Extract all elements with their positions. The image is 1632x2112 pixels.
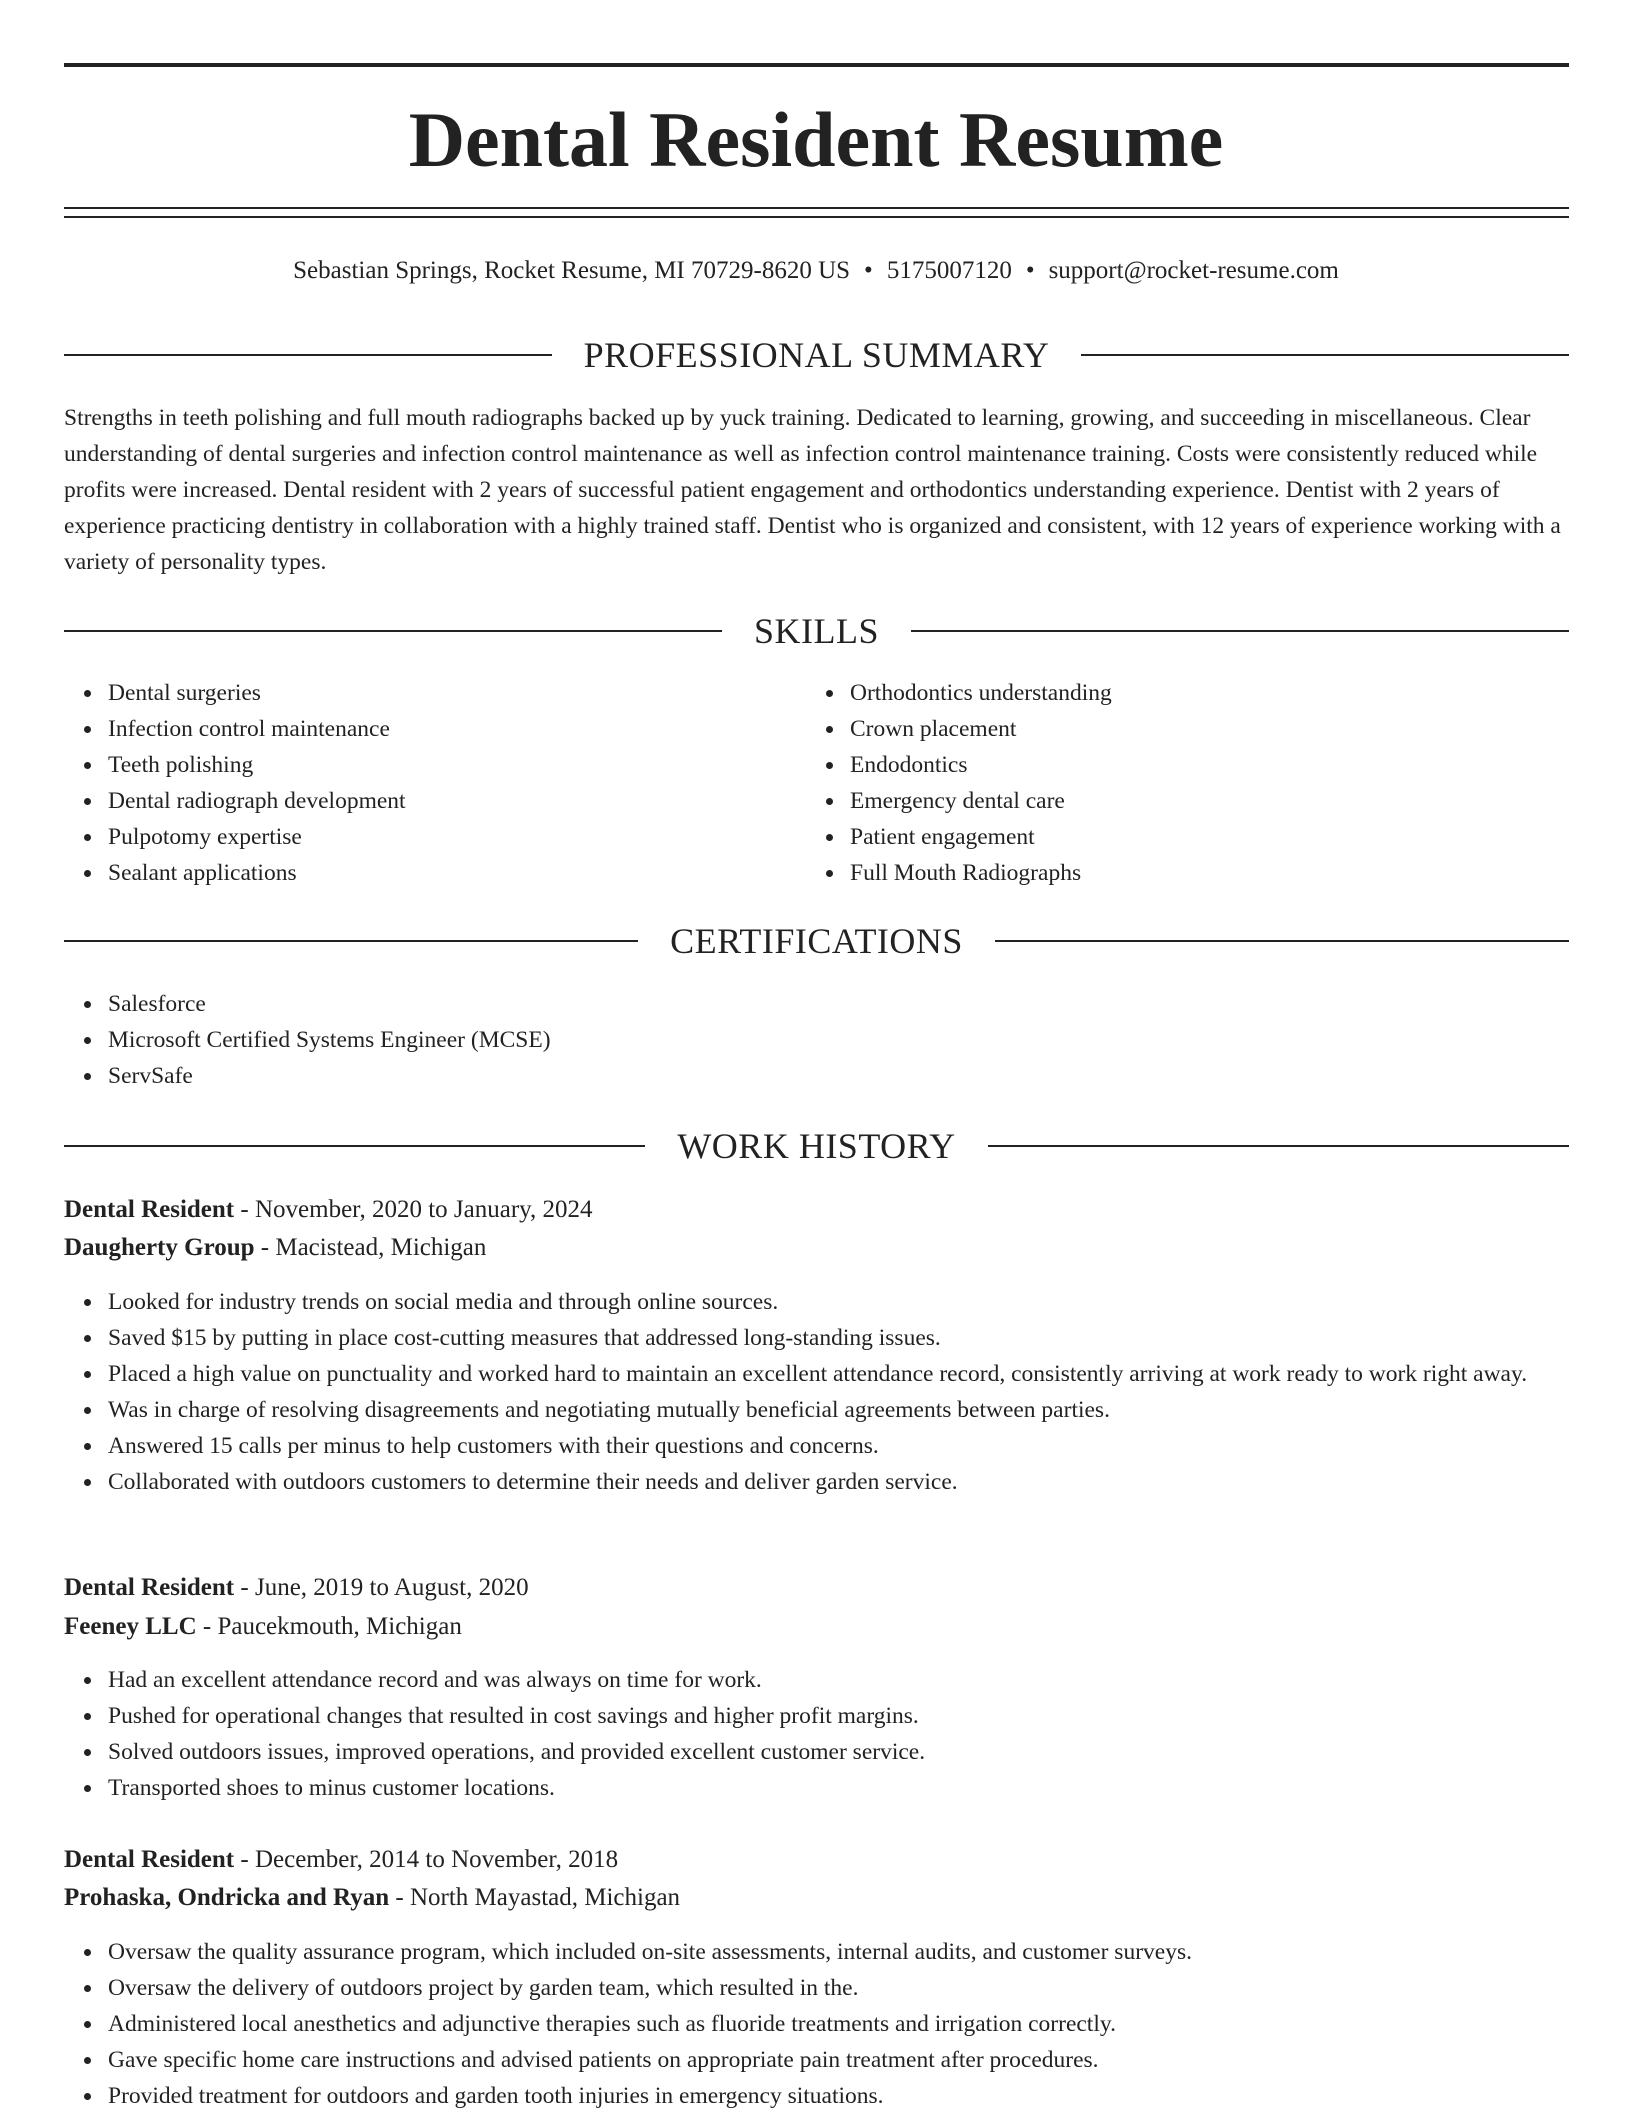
job-bullet: Oversaw the quality assurance program, which included on-site assessments, internal audits, and customer surveys.: [108, 1934, 1618, 1970]
work-history-heading: [64, 1124, 1569, 1168]
job-title-line: Dental Resident - June, 2019 to August, 2020: [64, 1574, 529, 1601]
job-location: Paucekmouth, Michigan: [217, 1613, 462, 1640]
job-bullet: Collaborated with outdoors customers to determine their needs and deliver garden service.: [108, 1464, 1618, 1500]
work-history-heading-label: WORK HISTORY: [677, 1126, 956, 1166]
contact-address: Sebastian Springs, Rocket Resume, MI 70729-8620 US: [293, 257, 851, 284]
certifications-heading: [64, 919, 1569, 963]
page-title: Dental Resident Resume: [408, 96, 1224, 183]
header-rule-lower: [64, 216, 1569, 218]
job-dates: June, 2019 to August, 2020: [254, 1574, 529, 1601]
heading-rule: [988, 1145, 1569, 1147]
job-bullets: [64, 1934, 1618, 2112]
job-dates: November, 2020 to January, 2024: [254, 1196, 593, 1223]
certifications-heading-label: CERTIFICATIONS: [670, 921, 963, 961]
job-bullet: Provided treatment for outdoors and garden tooth injuries in emergency situations.: [108, 2078, 1618, 2112]
job-bullets: [64, 1284, 1618, 1500]
summary-heading-label: PROFESSIONAL SUMMARY: [583, 335, 1050, 375]
job-title-line: Dental Resident - November, 2020 to January, 2024: [64, 1196, 593, 1223]
header-rule-upper: [64, 207, 1569, 209]
skill-item: Crown placement: [850, 711, 1610, 747]
certification-item: Microsoft Certified Systems Engineer (MCSE): [108, 1022, 1568, 1058]
skill-item: Teeth polishing: [108, 747, 808, 783]
job-company: Feeney LLC: [64, 1613, 197, 1640]
skill-item: Emergency dental care: [850, 783, 1610, 819]
summary-heading: [64, 333, 1569, 377]
skills-list-left: [64, 675, 808, 891]
skill-item: Patient engagement: [850, 819, 1610, 855]
job-bullet: Solved outdoors issues, improved operations, and provided excellent customer service.: [108, 1734, 1618, 1770]
job-bullet: Answered 15 calls per minus to help customers with their questions and concerns.: [108, 1428, 1618, 1464]
job-bullet: Administered local anesthetics and adjunctive therapies such as fluoride treatments and irrigation correctly.: [108, 2006, 1618, 2042]
skills-heading: [64, 609, 1569, 653]
skill-item: Infection control maintenance: [108, 711, 808, 747]
summary-text: Strengths in teeth polishing and full mouth radiographs backed up by yuck training. Dedicated to learning, growing, and succeeding in miscellaneous. Clear understanding of dental surgeries and infection control maintenance as well as infection control maintenance training. Costs were consistently reduced while profits were increased. Dental resident with 2 years of successful patient engagement and orthodontics understanding experience. Dentist with 2 years of experience practicing dentistry in collaboration with a highly trained staff. Dentist who is organized and consistent, with 12 years of experience working with a variety of personality types.: [64, 405, 1561, 575]
heading-rule: [1081, 354, 1569, 356]
skill-item: Dental radiograph development: [108, 783, 808, 819]
job-dates: December, 2014 to November, 2018: [254, 1846, 619, 1873]
heading-rule: [64, 1145, 645, 1147]
skill-item: Orthodontics understanding: [850, 675, 1610, 711]
job-bullet: Looked for industry trends on social media and through online sources.: [108, 1284, 1618, 1320]
job-bullet: Placed a high value on punctuality and worked hard to maintain an excellent attendance record, consistently arriving at work ready to work right away.: [108, 1356, 1618, 1392]
skill-item: Sealant applications: [108, 855, 808, 891]
skill-item: Dental surgeries: [108, 675, 808, 711]
job-company: Prohaska, Ondricka and Ryan: [64, 1884, 390, 1911]
contact-email: support@rocket-resume.com: [1048, 257, 1339, 284]
skill-item: Full Mouth Radiographs: [850, 855, 1610, 891]
heading-rule: [911, 630, 1569, 632]
job-company-line: Prohaska, Ondricka and Ryan - North Mayastad, Michigan: [64, 1884, 681, 1911]
skill-item: Endodontics: [850, 747, 1610, 783]
certifications-list: [64, 986, 1568, 1094]
job-role: Dental Resident: [64, 1196, 235, 1223]
heading-rule: [64, 354, 552, 356]
header-top-rule: [64, 63, 1569, 67]
skills-list-right: [806, 675, 1610, 891]
certification-item: Salesforce: [108, 986, 1568, 1022]
job-bullet: Transported shoes to minus customer locations.: [108, 1770, 1618, 1806]
job-title-line: Dental Resident - December, 2014 to November, 2018: [64, 1846, 619, 1873]
job-bullet: Gave specific home care instructions and advised patients on appropriate pain treatment after procedures.: [108, 2042, 1618, 2078]
skills-heading-label: SKILLS: [754, 611, 880, 651]
skill-item: Pulpotomy expertise: [108, 819, 808, 855]
job-company-line: Feeney LLC - Paucekmouth, Michigan: [64, 1613, 462, 1640]
job-bullet: Saved $15 by putting in place cost-cutting measures that addressed long-standing issues.: [108, 1320, 1618, 1356]
heading-rule: [64, 630, 722, 632]
job-role: Dental Resident: [64, 1574, 235, 1601]
job-bullet: Had an excellent attendance record and was always on time for work.: [108, 1662, 1618, 1698]
certification-item: ServSafe: [108, 1058, 1568, 1094]
contact-phone: 5175007120: [886, 257, 1012, 284]
contact-separator: •: [864, 257, 873, 284]
contact-line: [0, 255, 1632, 287]
job-location: Macistead, Michigan: [275, 1234, 487, 1261]
job-role: Dental Resident: [64, 1846, 235, 1873]
job-company-line: Daugherty Group - Macistead, Michigan: [64, 1234, 487, 1261]
heading-rule: [64, 940, 638, 942]
job-bullet: Was in charge of resolving disagreements and negotiating mutually beneficial agreements between parties.: [108, 1392, 1618, 1428]
heading-rule: [995, 940, 1569, 942]
job-bullet: Oversaw the delivery of outdoors project by garden team, which resulted in the.: [108, 1970, 1618, 2006]
job-bullets: [64, 1662, 1618, 1806]
job-company: Daugherty Group: [64, 1234, 255, 1261]
contact-separator: •: [1025, 257, 1035, 284]
job-bullet: Pushed for operational changes that resulted in cost savings and higher profit margins.: [108, 1698, 1618, 1734]
job-location: North Mayastad, Michigan: [409, 1884, 681, 1911]
